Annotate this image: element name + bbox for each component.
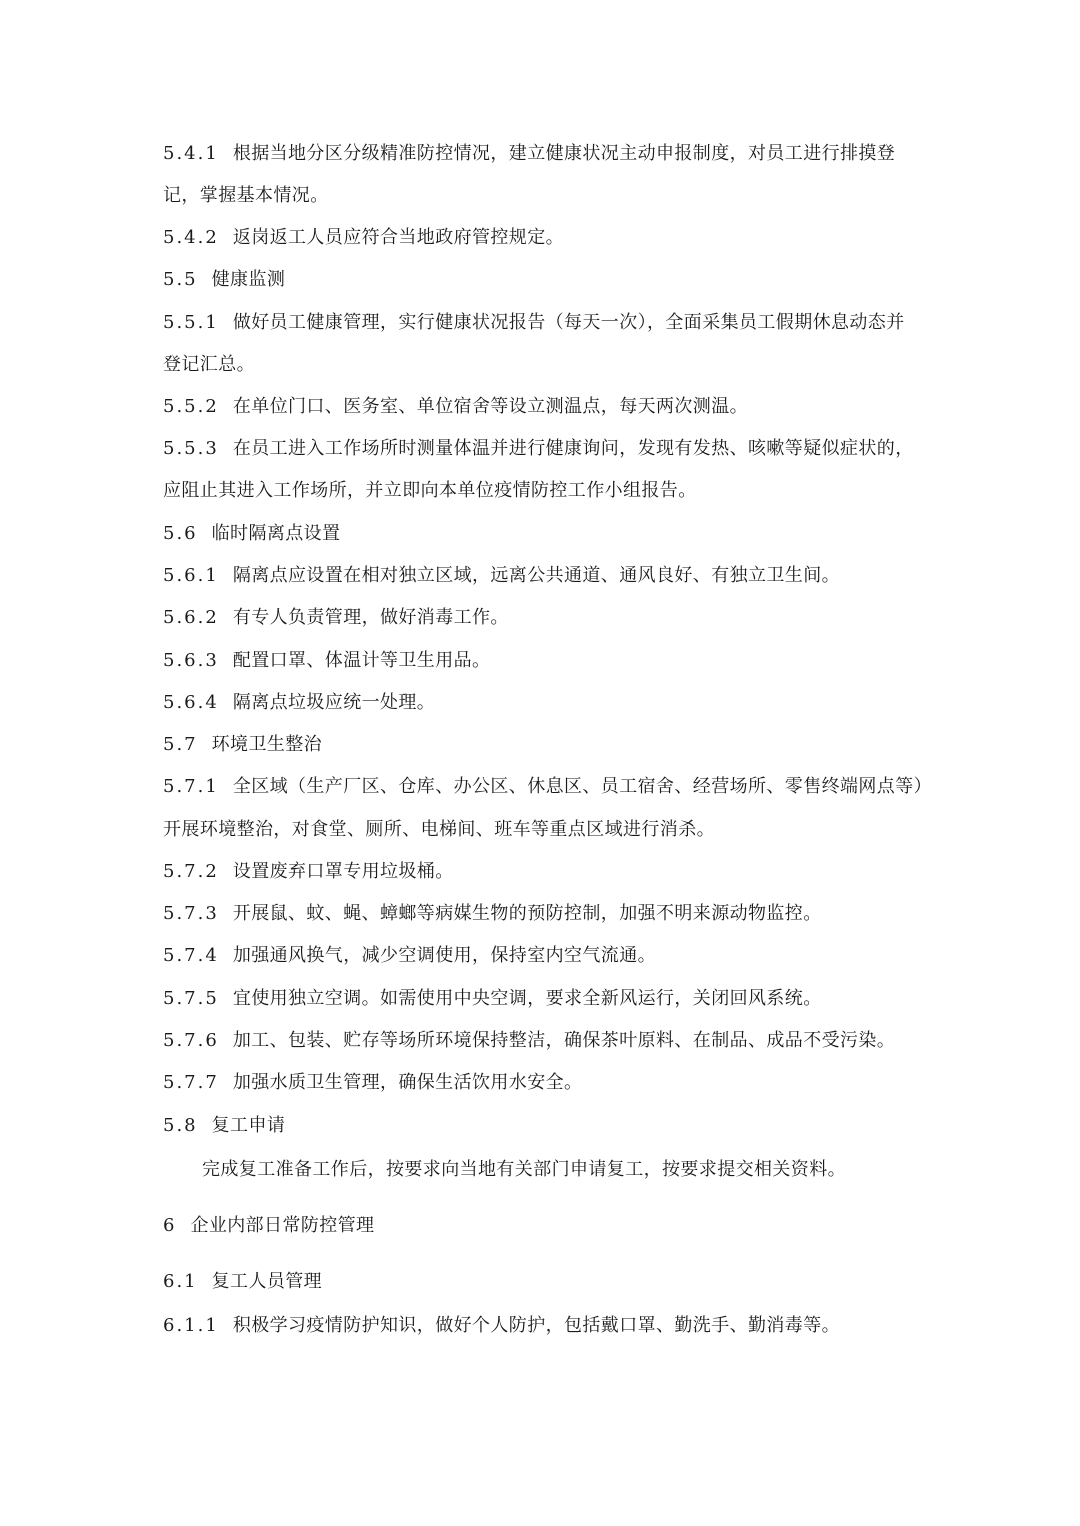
clause-5-7-4 bbox=[163, 944, 923, 968]
section-number: 6.1 bbox=[163, 1271, 198, 1292]
clause-number: 5.7.5 bbox=[163, 988, 219, 1009]
clause-text: 隔离点垃圾应统一处理。 bbox=[232, 692, 436, 713]
paragraph-5-8 bbox=[202, 1158, 962, 1182]
clause-5-6-4 bbox=[163, 691, 923, 715]
section-heading-5-5 bbox=[163, 268, 923, 292]
section-heading-5-8 bbox=[163, 1114, 923, 1138]
clause-number: 6.1.1 bbox=[163, 1315, 219, 1336]
clause-5-6-2 bbox=[163, 606, 923, 630]
clause-text: 全区域（生产厂区、仓库、办公区、休息区、员工宿舍、经营场所、零售终端网点等） bbox=[232, 776, 933, 797]
clause-5-7-7 bbox=[163, 1071, 923, 1095]
clause-5-5-3-continuation bbox=[163, 479, 923, 503]
clause-5-5-2 bbox=[163, 395, 923, 419]
clause-number: 5.6.4 bbox=[163, 692, 219, 713]
clause-text: 开展环境整治，对食堂、厕所、电梯间、班车等重点区域进行消杀。 bbox=[163, 819, 715, 840]
clause-number: 5.6.2 bbox=[163, 607, 219, 628]
section-title: 环境卫生整治 bbox=[211, 734, 323, 755]
clause-number: 5.7.3 bbox=[163, 903, 219, 924]
clause-text: 在员工进入工作场所时测量体温并进行健康询问，发现有发热、咳嗽等疑似症状的， bbox=[232, 438, 914, 459]
clause-number: 5.7.2 bbox=[163, 861, 219, 882]
section-title: 临时隔离点设置 bbox=[211, 523, 341, 544]
clause-5-7-6 bbox=[163, 1029, 923, 1053]
clause-text: 根据当地分区分级精准防控情况，建立健康状况主动申报制度，对员工进行排摸登 bbox=[232, 143, 896, 164]
clause-text: 登记汇总。 bbox=[163, 354, 255, 375]
paragraph-text: 完成复工准备工作后，按要求向当地有关部门申请复工，按要求提交相关资料。 bbox=[202, 1159, 846, 1180]
clause-5-5-1 bbox=[163, 311, 923, 335]
clause-text: 做好员工健康管理，实行健康状况报告（每天一次），全面采集员工假期休息动态并 bbox=[232, 312, 905, 333]
clause-number: 5.5.2 bbox=[163, 396, 219, 417]
clause-number: 5.5.3 bbox=[163, 438, 219, 459]
clause-number: 5.6.3 bbox=[163, 650, 219, 671]
clause-5-5-1-continuation bbox=[163, 353, 923, 377]
clause-number: 5.7.4 bbox=[163, 945, 219, 966]
clause-text: 积极学习疫情防护知识，做好个人防护，包括戴口罩、勤洗手、勤消毒等。 bbox=[232, 1315, 841, 1336]
section-number: 5.8 bbox=[163, 1115, 198, 1136]
section-number: 5.6 bbox=[163, 523, 198, 544]
clause-text: 加工、包装、贮存等场所环境保持整洁，确保茶叶原料、在制品、成品不受污染。 bbox=[232, 1030, 896, 1051]
clause-number: 5.7.6 bbox=[163, 1030, 219, 1051]
clause-text: 应阻止其进入工作场所，并立即向本单位疫情防控工作小组报告。 bbox=[163, 480, 697, 501]
clause-number: 5.7.1 bbox=[163, 776, 219, 797]
clause-5-7-5 bbox=[163, 987, 923, 1011]
chapter-heading-6 bbox=[163, 1214, 923, 1238]
clause-text: 在单位门口、医务室、单位宿舍等设立测温点，每天两次测温。 bbox=[232, 396, 749, 417]
section-title: 健康监测 bbox=[211, 269, 286, 290]
section-heading-5-7 bbox=[163, 733, 923, 757]
clause-text: 配置口罩、体温计等卫生用品。 bbox=[232, 650, 491, 671]
clause-text: 宜使用独立空调。如需使用中央空调，要求全新风运行，关闭回风系统。 bbox=[232, 988, 822, 1009]
clause-number: 5.7.7 bbox=[163, 1072, 219, 1093]
section-title: 复工申请 bbox=[211, 1115, 286, 1136]
clause-number: 5.4.1 bbox=[163, 143, 219, 164]
clause-5-7-2 bbox=[163, 860, 923, 884]
clause-6-1-1 bbox=[163, 1314, 923, 1338]
clause-5-5-3 bbox=[163, 437, 923, 461]
clause-text: 加强通风换气，减少空调使用，保持室内空气流通。 bbox=[232, 945, 657, 966]
clause-text: 有专人负责管理，做好消毒工作。 bbox=[232, 607, 509, 628]
clause-text: 记，掌握基本情况。 bbox=[163, 185, 329, 206]
section-heading-6-1 bbox=[163, 1270, 923, 1294]
section-heading-5-6 bbox=[163, 522, 923, 546]
clause-text: 设置废弃口罩专用垃圾桶。 bbox=[232, 861, 454, 882]
clause-number: 5.5.1 bbox=[163, 312, 219, 333]
clause-number: 5.6.1 bbox=[163, 565, 219, 586]
clause-5-4-1 bbox=[163, 142, 923, 166]
clause-5-7-1 bbox=[163, 775, 933, 799]
clause-number: 5.4.2 bbox=[163, 227, 219, 248]
clause-text: 加强水质卫生管理，确保生活饮用水安全。 bbox=[232, 1072, 583, 1093]
clause-text: 隔离点应设置在相对独立区域，远离公共通道、通风良好、有独立卫生间。 bbox=[232, 565, 841, 586]
clause-5-6-3 bbox=[163, 649, 923, 673]
clause-5-4-2 bbox=[163, 226, 923, 250]
clause-text: 返岗返工人员应符合当地政府管控规定。 bbox=[232, 227, 565, 248]
clause-5-4-1-continuation bbox=[163, 184, 923, 208]
section-number: 5.5 bbox=[163, 269, 198, 290]
clause-5-7-1-continuation bbox=[163, 818, 923, 842]
chapter-number: 6 bbox=[163, 1215, 177, 1236]
clause-text: 开展鼠、蚊、蝇、蟑螂等病媒生物的预防控制，加强不明来源动物监控。 bbox=[232, 903, 822, 924]
clause-5-6-1 bbox=[163, 564, 923, 588]
clause-5-7-3 bbox=[163, 902, 923, 926]
section-title: 复工人员管理 bbox=[211, 1271, 323, 1292]
chapter-title: 企业内部日常防控管理 bbox=[190, 1215, 375, 1236]
section-number: 5.7 bbox=[163, 734, 198, 755]
